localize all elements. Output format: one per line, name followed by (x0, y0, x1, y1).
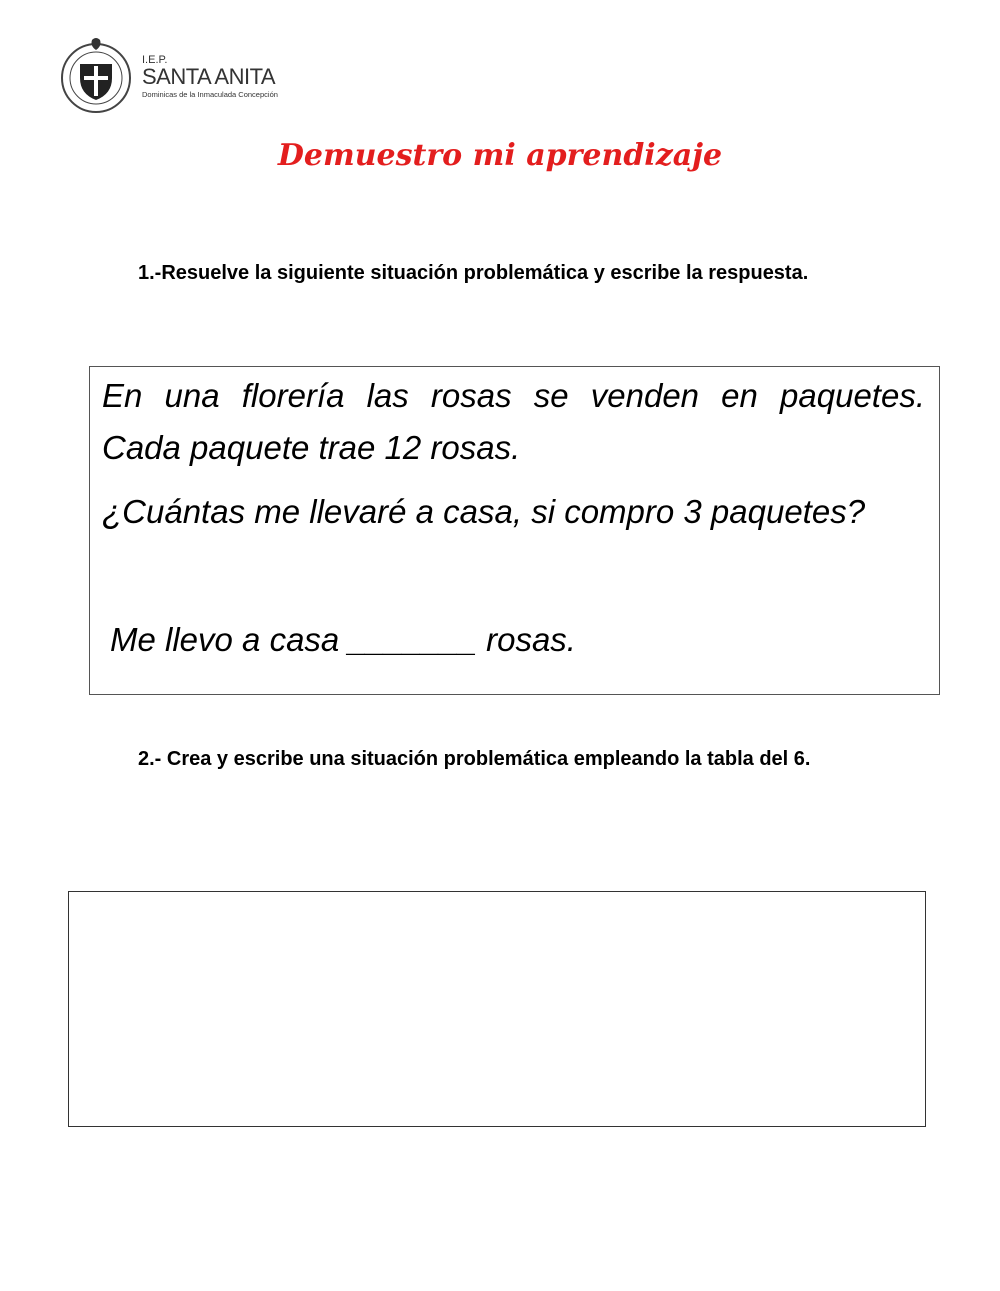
problem-box (89, 366, 940, 695)
school-subtitle: Dominicas de la Inmaculada Concepción (142, 90, 278, 99)
school-name: SANTA ANITA (142, 64, 276, 89)
school-prefix: I.E.P. (142, 54, 168, 66)
question2-instruction: 2.- Crea y escribe una situación problemática empleando la tabla del 6. (138, 748, 811, 770)
problem-line1: En una florería las rosas se venden en paquetes. (102, 377, 925, 414)
page-title: Demuestro mi aprendizaje (277, 138, 723, 173)
school-name-block (142, 54, 278, 99)
answer-line (110, 621, 576, 659)
question1-instruction: 1.-Resuelve la siguiente situación problemática y escribe la respuesta. (138, 262, 809, 284)
problem-question: ¿Cuántas me llevaré a casa, si compro 3 paquetes? (102, 493, 866, 530)
answer-blank[interactable]: _______ (348, 621, 477, 658)
answer-box[interactable] (68, 891, 926, 1127)
problem-line2: Cada paquete trae 12 rosas. (102, 429, 521, 466)
answer-suffix: rosas. (486, 621, 576, 658)
answer-prefix: Me llevo a casa (110, 621, 340, 658)
school-seal-logo (56, 36, 136, 114)
